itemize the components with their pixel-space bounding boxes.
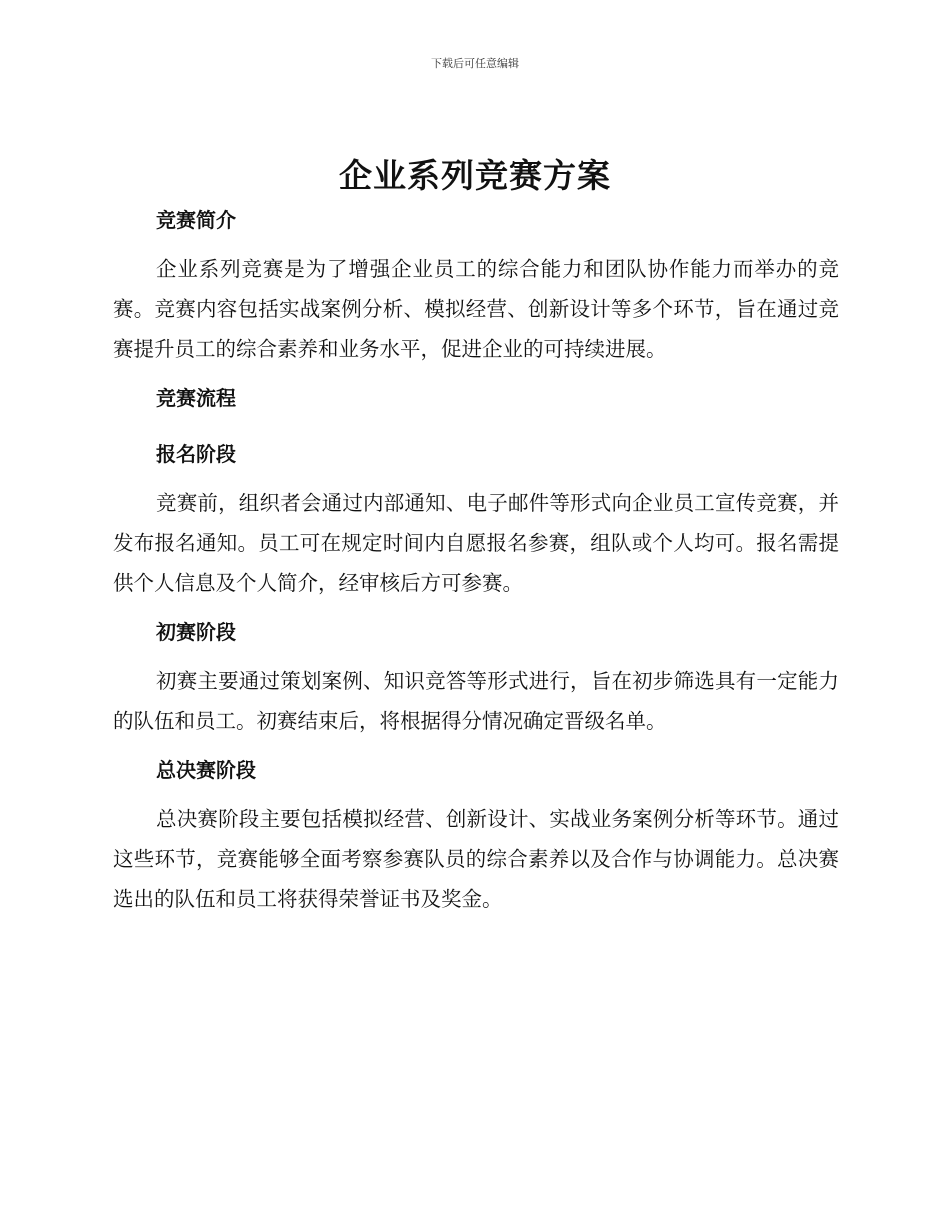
section-paragraph-preliminary: 初赛主要通过策划案例、知识竞答等形式进行，旨在初步筛选具有一定能力的队伍和员工。初赛结束后，将根据得分情况确定晋级名单。 [113,669,839,733]
document-body [113,205,839,919]
section-heading-preliminary: 初赛阶段 [156,620,236,644]
section-paragraph-intro: 企业系列竞赛是为了增强企业员工的综合能力和团队协作能力而举办的竞赛。竞赛内容包括实战案例分析、模拟经营、创新设计等多个环节，旨在通过竞赛提升员工的综合素养和业务水平，促进企业的可持续进展。 [113,257,839,361]
section-paragraph-registration: 竞赛前，组织者会通过内部通知、电子邮件等形式向企业员工宣传竞赛，并发布报名通知。员工可在规定时间内自愿报名参赛，组队或个人均可。报名需提供个人信息及个人简介，经审核后方可参赛。 [113,491,839,595]
section-heading-process: 竞赛流程 [156,386,236,410]
document-title: 企业系列竞赛方案 [339,156,611,195]
section-paragraph-finals: 总决赛阶段主要包括模拟经营、创新设计、实战业务案例分析等环节。通过这些环节，竞赛能够全面考察参赛队员的综合素养以及合作与协调能力。总决赛选出的队伍和员工将获得荣誉证书及奖金。 [113,807,839,911]
section-heading-registration: 报名阶段 [156,442,236,466]
section-heading-intro: 竞赛简介 [156,208,236,232]
section-heading-finals: 总决赛阶段 [156,758,256,782]
page-header-note: 下载后可任意编辑 [431,57,519,70]
